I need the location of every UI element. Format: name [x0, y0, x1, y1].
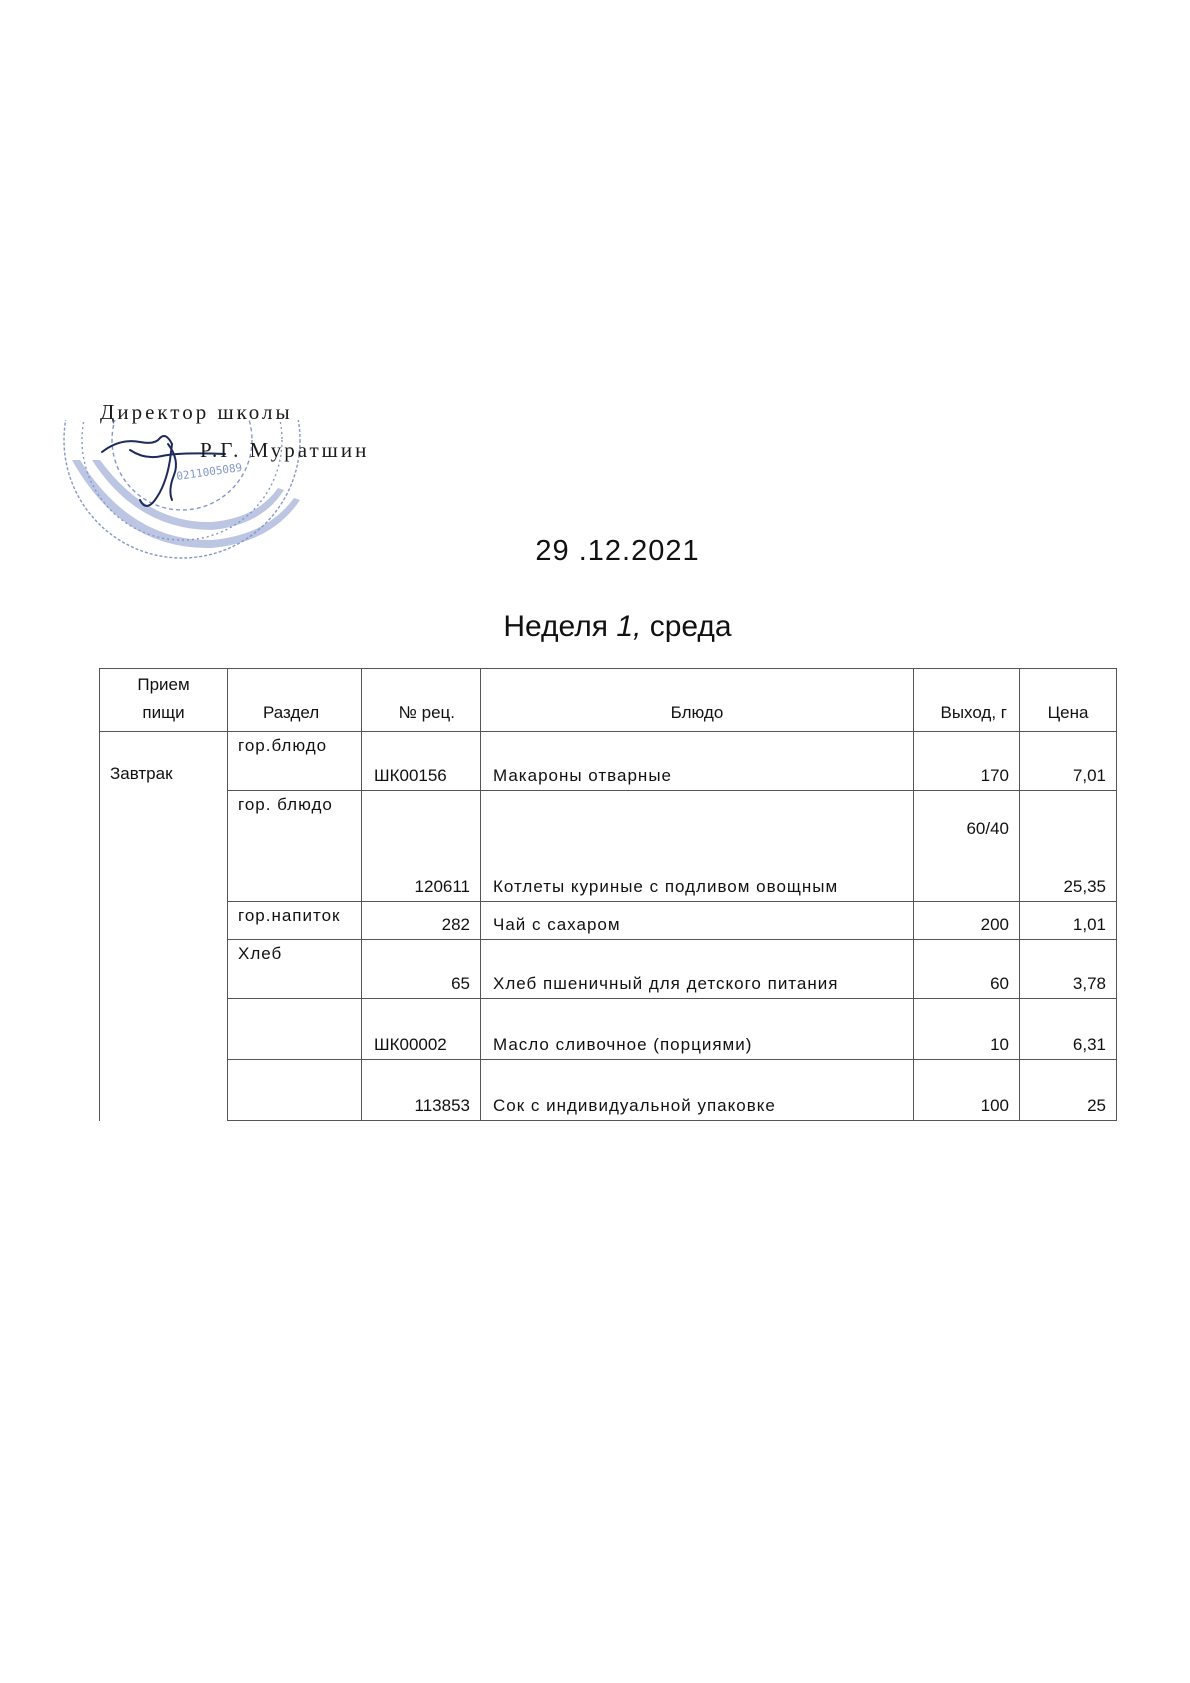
table-row — [100, 999, 1117, 1060]
recipe-cell: ШК00002 — [362, 999, 481, 1060]
header-meal-line1: Прием — [137, 675, 190, 694]
yield-cell: 200 — [914, 902, 1020, 940]
yield-cell: 100 — [914, 1060, 1020, 1121]
dish-cell: Макароны отварные — [481, 732, 914, 791]
price-cell: 3,78 — [1020, 940, 1117, 999]
yield-cell: 60/40 — [914, 791, 1020, 902]
header-price: Цена — [1020, 669, 1117, 732]
section-cell: гор. блюдо — [228, 791, 362, 902]
price-cell: 25,35 — [1020, 791, 1117, 902]
table-row — [100, 940, 1117, 999]
yield-cell: 170 — [914, 732, 1020, 791]
section-cell — [228, 1060, 362, 1121]
dish-cell: Хлеб пшеничный для детского питания — [481, 940, 914, 999]
price-cell: 25 — [1020, 1060, 1117, 1121]
meal-name: Завтрак — [100, 732, 228, 1121]
section-cell — [228, 999, 362, 1060]
header-meal-line2: пищи — [142, 703, 185, 722]
recipe-cell: ШК00156 — [362, 732, 481, 791]
yield-cell: 60 — [914, 940, 1020, 999]
week-prefix: Неделя — [503, 610, 608, 643]
dish-cell: Чай с сахаром — [481, 902, 914, 940]
price-cell: 6,31 — [1020, 999, 1117, 1060]
director-title: Директор школы — [100, 400, 293, 424]
menu-table — [99, 668, 1117, 1121]
recipe-cell: 120611 — [362, 791, 481, 902]
dish-cell: Масло сливочное (порциями) — [481, 999, 914, 1060]
table-row — [100, 791, 1117, 902]
section-cell: гор.блюдо — [228, 732, 362, 791]
header-meal — [100, 669, 228, 732]
section-cell: гор.напиток — [228, 902, 362, 940]
director-name: Р.Г. Муратшин — [200, 438, 370, 462]
header-yield: Выход, г — [914, 669, 1020, 732]
price-cell: 1,01 — [1020, 902, 1117, 940]
header-dish: Блюдо — [481, 669, 914, 732]
section-cell: Хлеб — [228, 940, 362, 999]
table-row — [100, 1060, 1117, 1121]
table-header-row — [100, 669, 1117, 732]
table-row — [100, 902, 1117, 940]
yield-cell: 10 — [914, 999, 1020, 1060]
recipe-cell: 65 — [362, 940, 481, 999]
week-day: среда — [649, 610, 732, 643]
header-section: Раздел — [228, 669, 362, 732]
recipe-cell: 282 — [362, 902, 481, 940]
week-number: 1, — [616, 610, 642, 643]
table-row — [100, 732, 1117, 791]
dish-cell: Котлеты куриные с подливом овощным — [481, 791, 914, 902]
stamp-number: 0211005089 — [175, 460, 244, 483]
price-cell: 7,01 — [1020, 732, 1117, 791]
week-title — [0, 610, 1190, 644]
header-recipe: № рец. — [362, 669, 481, 732]
recipe-cell: 113853 — [362, 1060, 481, 1121]
dish-cell: Сок с индивидуальной упаковке — [481, 1060, 914, 1121]
menu-date: 29 .12.2021 — [535, 535, 700, 567]
